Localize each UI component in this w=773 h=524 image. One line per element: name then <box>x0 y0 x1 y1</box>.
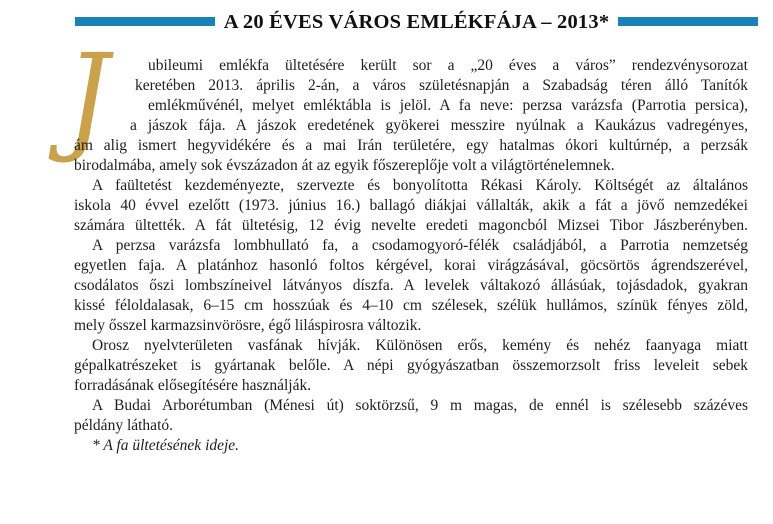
header-rule-left <box>75 17 215 26</box>
footnote: * A fa ültetésének ideje. <box>92 437 240 454</box>
text-line: gépalkatrészeket is gyártanak belőle. A népi gyógyászatban összemorzsolt friss leveleit sebek <box>74 357 748 374</box>
text-line: példány látható. <box>74 417 173 434</box>
text-line: kissé féloldalasak, 6–15 cm hosszúak és 4–10 cm szélesek, szélük hullámos, színük fényes zöld, <box>74 297 748 314</box>
article-header <box>0 8 773 38</box>
text-line: csodálatos őszi lombszíneivel látványos díszfa. A levelek váltakozó állásúak, tojásdadok, gyakran <box>74 277 748 294</box>
text-line: keretében 2013. április 2-án, a város születésnapján a Szabadság téren álló Tanítók <box>135 77 748 94</box>
article-title: A 20 ÉVES VÁROS EMLÉKFÁJA – 2013* <box>223 11 610 33</box>
text-line: iskola 40 évvel ezelőtt (1973. június 16.) ballagó diákjai vállalták, akik a fát a jövő nemzedékei <box>74 197 748 214</box>
text-line: mely ősszel karmazsinvörösre, égő liláspirosra változik. <box>74 317 422 334</box>
text-line: A perzsa varázsfa lombhullató fa, a csodamogyoró-félék családjából, a Parrotia nemzetség <box>92 237 748 254</box>
text-line: ám alig ismert hegyvidékére és a mai Irán területére, egy hatalmas ókori kultúrnép, a perzsák <box>74 137 748 154</box>
drop-cap: J <box>66 28 109 166</box>
text-line: egyetlen faja. A platánhoz hasonló foltos kérgével, korai virágzásával, göcsörtös ágrendszerével, <box>74 257 748 274</box>
text-line: birodalmába, amely sok évszázadon át az egyik főszereplője volt a világtörténelemnek. <box>74 157 615 174</box>
text-line: Orosz nyelvterületen vasfának hívják. Különösen erős, kemény és nehéz faanyaga miatt <box>92 337 748 354</box>
text-line: emlékművénél, melyet emléktábla is jelöl. A fa neve: perzsa varázsfa (Parrotia persica), <box>148 97 748 114</box>
text-line: A Budai Arborétumban (Ménesi út) soktörzsű, 9 m magas, de ennél is szélesebb százéves <box>92 397 748 414</box>
text-line: számára ültették. A fát ültetésig, 12 évig nevelte eredeti magoncból Mizsei Tibor Jászberényben. <box>74 217 748 234</box>
header-rule-right <box>618 17 758 26</box>
text-line: a jászok fája. A jászok eredetének gyökerei messzire nyúlnak a Kaukázus vadregényes, <box>130 117 748 134</box>
text-line: ubileumi emlékfa ültetésére került sor a „20 éves a város” rendezvénysorozat <box>148 57 748 74</box>
text-line: forradásának elősegítésére használják. <box>74 377 312 394</box>
text-line: A faültetést kezdeményezte, szervezte és bonyolította Rékasi Károly. Költségét az általános <box>92 177 748 194</box>
